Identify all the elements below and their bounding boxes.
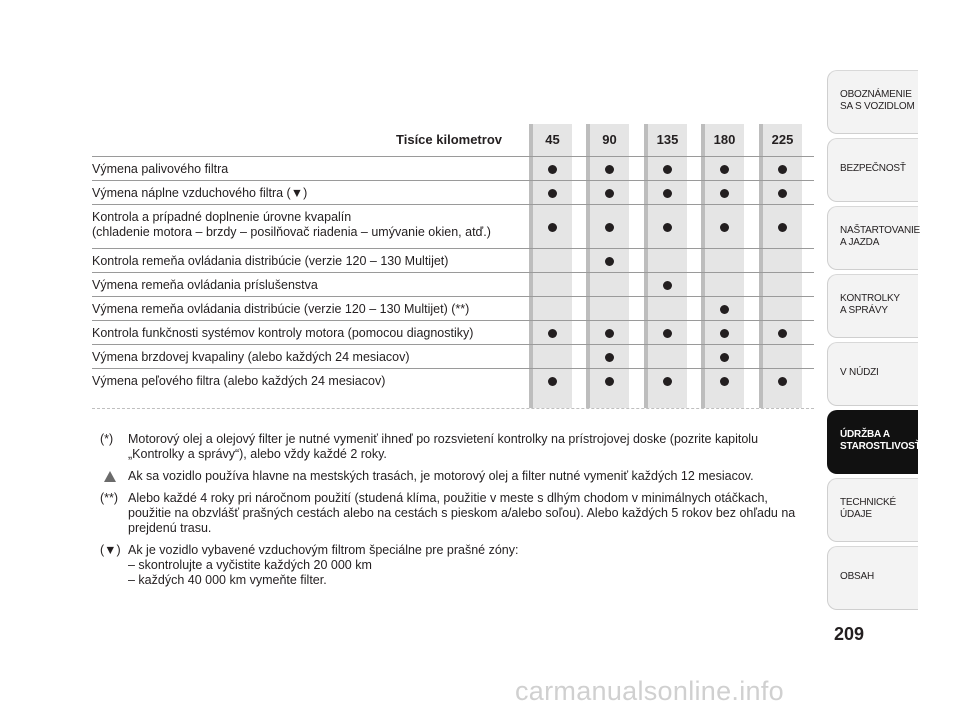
chapter-tab[interactable] bbox=[827, 206, 921, 270]
maintenance-dot bbox=[605, 165, 614, 174]
chapter-tab-label: ÚDRŽBA A bbox=[840, 429, 890, 440]
row-label bbox=[92, 186, 522, 201]
chapter-tab-label: ÚDAJE bbox=[840, 509, 872, 520]
chapter-sidebar bbox=[827, 70, 921, 614]
km-column-header: 225 bbox=[771, 132, 794, 147]
maintenance-dot bbox=[663, 223, 672, 232]
table-row bbox=[92, 156, 814, 181]
table-row bbox=[92, 204, 814, 249]
footnote-mark: (**) bbox=[100, 491, 119, 505]
chapter-tab-label: KONTROLKY bbox=[840, 293, 900, 304]
km-column-header: 180 bbox=[713, 132, 736, 147]
km-column-header: 45 bbox=[545, 132, 560, 147]
footnotes bbox=[100, 432, 815, 595]
table-row bbox=[92, 368, 814, 393]
maintenance-dot bbox=[605, 329, 614, 338]
chapter-tab-label: OBSAH bbox=[840, 571, 875, 582]
chapter-tab-label: SA S VOZIDLOM bbox=[840, 101, 915, 112]
maintenance-dot bbox=[663, 189, 672, 198]
table-row bbox=[92, 272, 814, 297]
footnote-line: Motorový olej a olejový filter je nutné vymeniť ihneď po rozsvietení kontrolky na prístrojovej doske (pozrite kapitolu bbox=[128, 432, 759, 446]
watermark: carmanualsonline.info bbox=[515, 676, 784, 706]
footnote-line: „Kontrolky a správy“), alebo vždy každé 2 roky. bbox=[128, 447, 387, 461]
maintenance-dot bbox=[778, 189, 787, 198]
row-label bbox=[92, 254, 522, 269]
footnote-line: – skontrolujte a vyčistite každých 20 000 km bbox=[128, 558, 372, 572]
row-label bbox=[92, 278, 522, 293]
chapter-tab[interactable] bbox=[827, 70, 918, 134]
footnote-line: Ak sa vozidlo používa hlavne na mestských trasách, je motorový olej a filter nutné vymeniť každých 12 mesiacov. bbox=[128, 469, 754, 483]
chapter-tab-label: OBOZNÁMENIE bbox=[840, 89, 912, 100]
chapter-tab[interactable] bbox=[827, 410, 921, 474]
chapter-tab-label: NAŠTARTOVANIE bbox=[840, 225, 921, 236]
footnote-line: použitie na obzvlášť prašných cestách alebo na cestách s pieskom a/alebo soľou). Alebo každých 5 rokov bez ohľadu na bbox=[128, 506, 796, 520]
km-column-header: 135 bbox=[656, 132, 679, 147]
chapter-tab[interactable] bbox=[827, 478, 918, 542]
row-label bbox=[92, 162, 522, 177]
footnote bbox=[100, 469, 815, 484]
footnote-line: – každých 40 000 km vymeňte filter. bbox=[128, 573, 327, 587]
maintenance-dot bbox=[605, 377, 614, 386]
row-label-line: Výmena remeňa ovládania distribúcie (verzie 120 – 130 Multijet) (**) bbox=[92, 302, 470, 316]
maintenance-dot bbox=[778, 329, 787, 338]
row-label-line: Kontrola a prípadné doplnenie úrovne kvapalín bbox=[92, 210, 352, 224]
row-label bbox=[92, 302, 522, 317]
footnote-mark: (*) bbox=[100, 432, 114, 446]
table-row bbox=[92, 344, 814, 369]
chapter-tab[interactable] bbox=[827, 138, 918, 202]
row-label-line: (chladenie motora – brzdy – posilňovač riadenia – umývanie okien, atď.) bbox=[92, 225, 491, 239]
footnote-line: prejdenú trasu. bbox=[128, 521, 212, 535]
maintenance-dot bbox=[778, 377, 787, 386]
maintenance-dot bbox=[720, 329, 729, 338]
chapter-tab-label: BEZPEČNOSŤ bbox=[840, 163, 906, 174]
maintenance-dot bbox=[548, 223, 557, 232]
maintenance-dot bbox=[663, 281, 672, 290]
maintenance-dot bbox=[605, 257, 614, 266]
footnote bbox=[100, 491, 815, 536]
row-label bbox=[92, 210, 522, 240]
maintenance-dot bbox=[663, 329, 672, 338]
warning-triangle-icon bbox=[104, 471, 116, 482]
row-label-line: Výmena peľového filtra (alebo každých 24 mesiacov) bbox=[92, 374, 386, 388]
maintenance-dot bbox=[720, 223, 729, 232]
maintenance-dot bbox=[720, 189, 729, 198]
footnote-line: Alebo každé 4 roky pri náročnom použití (studená klíma, použitie v meste s dlhým chodom v minimálnych otáčkach, bbox=[128, 491, 768, 505]
footnote-mark: (▼) bbox=[100, 543, 121, 557]
maintenance-dot bbox=[720, 165, 729, 174]
maintenance-dot bbox=[720, 377, 729, 386]
maintenance-dot bbox=[605, 353, 614, 362]
chapter-tab[interactable] bbox=[827, 546, 918, 610]
table-header bbox=[92, 124, 814, 154]
maintenance-dot bbox=[605, 189, 614, 198]
maintenance-dot bbox=[720, 353, 729, 362]
row-label-line: Kontrola remeňa ovládania distribúcie (verzie 120 – 130 Multijet) bbox=[92, 254, 449, 268]
row-label-line: Výmena remeňa ovládania príslušenstva bbox=[92, 278, 318, 292]
row-label-line: Výmena náplne vzduchového filtra (▼) bbox=[92, 186, 308, 200]
table-row bbox=[92, 180, 814, 205]
row-label bbox=[92, 374, 522, 389]
table-row bbox=[92, 320, 814, 345]
chapter-tab-label: A SPRÁVY bbox=[840, 305, 888, 316]
maintenance-dot bbox=[548, 189, 557, 198]
maintenance-dot bbox=[663, 165, 672, 174]
chapter-tab-label: STAROSTLIVOSŤ bbox=[840, 441, 921, 452]
km-column-header: 90 bbox=[602, 132, 617, 147]
maintenance-dot bbox=[778, 165, 787, 174]
chapter-tab-label: V NÚDZI bbox=[840, 367, 879, 378]
maintenance-dot bbox=[720, 305, 729, 314]
table-bottom-divider bbox=[92, 408, 814, 409]
maintenance-dot bbox=[778, 223, 787, 232]
row-label-line: Výmena palivového filtra bbox=[92, 162, 229, 176]
maintenance-dot bbox=[605, 223, 614, 232]
chapter-tab-label: TECHNICKÉ bbox=[840, 497, 896, 508]
footnote bbox=[100, 543, 815, 588]
chapter-tab[interactable] bbox=[827, 342, 918, 406]
chapter-tab[interactable] bbox=[827, 274, 918, 338]
table-row bbox=[92, 296, 814, 321]
maintenance-dot bbox=[663, 377, 672, 386]
table-row bbox=[92, 248, 814, 273]
footnote bbox=[100, 432, 815, 462]
row-label bbox=[92, 326, 522, 341]
chapter-tab-label: A JAZDA bbox=[840, 237, 880, 248]
maintenance-dot bbox=[548, 329, 557, 338]
footnote-line: Ak je vozidlo vybavené vzduchovým filtrom špeciálne pre prašné zóny: bbox=[128, 543, 519, 557]
maintenance-dot bbox=[548, 165, 557, 174]
row-label bbox=[92, 350, 522, 365]
row-label-line: Kontrola funkčnosti systémov kontroly motora (pomocou diagnostiky) bbox=[92, 326, 474, 340]
page-number: 209 bbox=[834, 624, 865, 644]
row-label-line: Výmena brzdovej kvapaliny (alebo každých 24 mesiacov) bbox=[92, 350, 410, 364]
header-label: Tisíce kilometrov bbox=[396, 132, 502, 147]
maintenance-dot bbox=[548, 377, 557, 386]
